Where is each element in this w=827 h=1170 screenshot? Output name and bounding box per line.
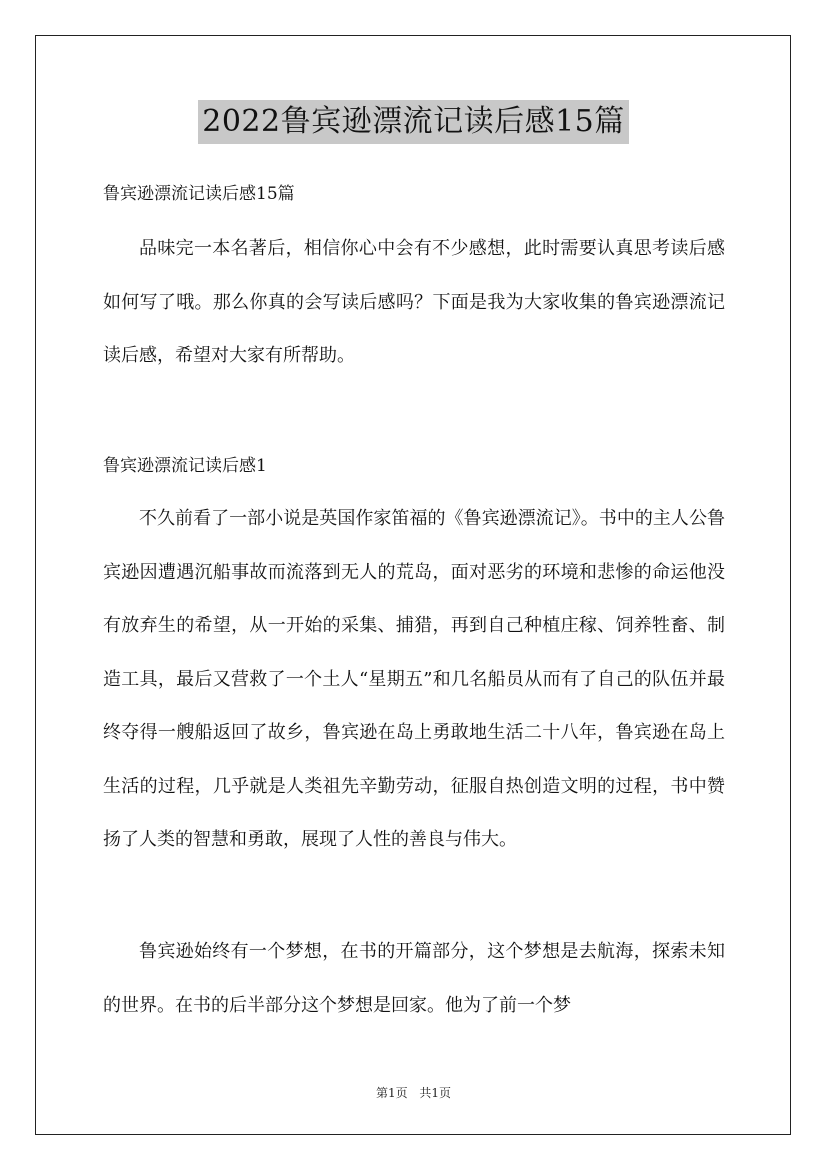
body-paragraph-2: 鲁宾逊始终有一个梦想，在书的开篇部分，这个梦想是去航海，探索未知的世界。在书的后半部分这个梦想是回家。他为了前一个梦 (103, 941, 725, 1016)
document-subtitle: 鲁宾逊漂流记读后感15篇 (103, 184, 295, 204)
section-heading: 鲁宾逊漂流记读后感1 (103, 456, 267, 476)
document-title: 2022鲁宾逊漂流记读后感15篇 (198, 100, 629, 144)
page-footer (0, 1084, 827, 1102)
intro-paragraph: 品味完一本名著后，相信你心中会有不少感想，此时需要认真思考读后感如何写了哦。那么你真的会写读后感吗？下面是我为大家收集的鲁宾逊漂流记读后感，希望对大家有所帮助。 (103, 238, 725, 366)
title-container (0, 100, 827, 144)
page-current: 第1页 (375, 1086, 408, 1100)
page-total: 共1页 (419, 1086, 452, 1100)
body-paragraph-1: 不久前看了一部小说是英国作家笛福的《鲁宾逊漂流记》。书中的主人公鲁宾逊因遭遇沉船事故而流落到无人的荒岛，面对恶劣的环境和悲惨的命运他没有放弃生的希望，从一开始的采集、捕猎，再到自己种植庄稼、饲养牲畜、制造工具，最后又营救了一个土人“星期五”和几名船员从而有了自己的队伍并最终夺得一艘船返回了故乡，鲁宾逊在岛上勇敢地生活二十八年，鲁宾逊在岛上生活的过程，几乎就是人类祖先辛勤劳动，征服自热创造文明的过程，书中赞扬了人类的智慧和勇敢，展现了人性的善良与伟大。 (103, 508, 725, 850)
